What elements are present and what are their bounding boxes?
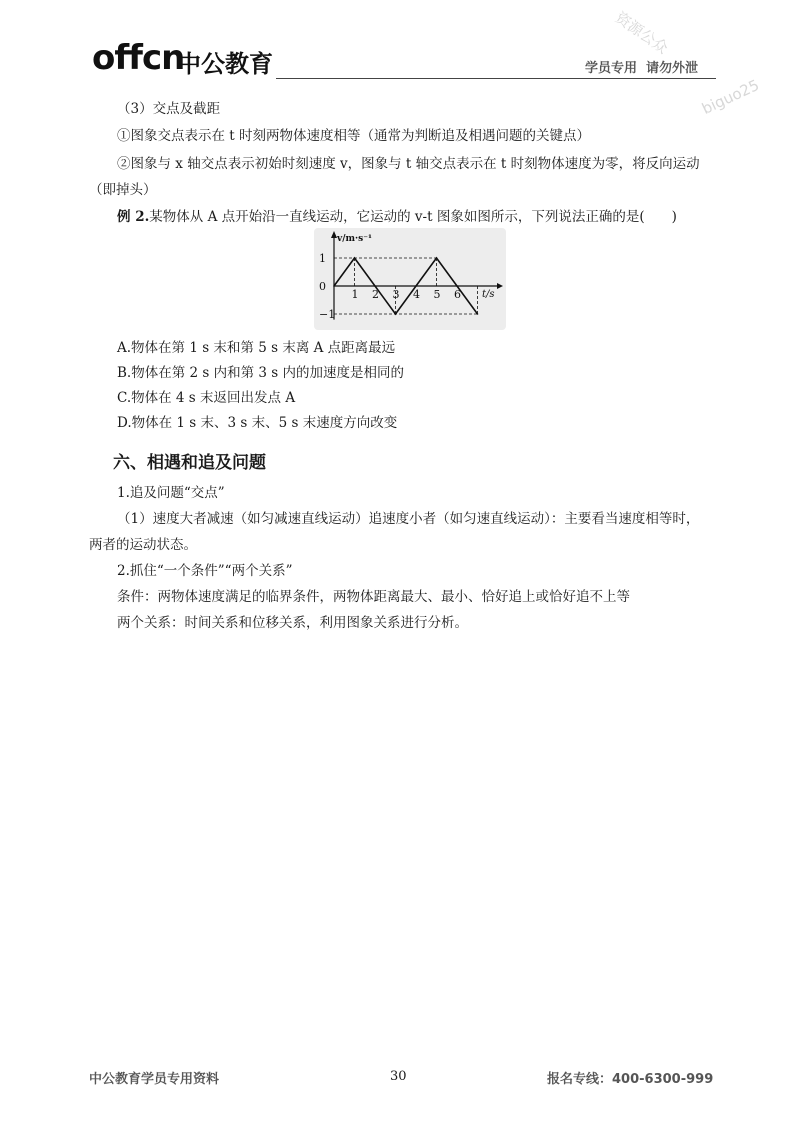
watermark-text: 资源公众 <box>611 8 672 58</box>
paragraph-line: 1.追及问题“交点” <box>117 485 225 501</box>
option-d: D.物体在 1 s 末、3 s 末、5 s 末速度方向改变 <box>117 415 398 431</box>
example-label: 例 2. <box>117 209 150 225</box>
watermark-text: biguo25 <box>699 75 762 119</box>
paragraph-line: 2.抓住“一个条件”“两个关系” <box>117 563 293 579</box>
section-heading: 六、相遇和追及问题 <box>113 453 266 473</box>
x-tick-label: 1 <box>351 288 359 301</box>
option-c: C.物体在 4 s 末返回出发点 A <box>117 390 296 406</box>
logo-chinese-name: 中公教育 <box>177 50 273 78</box>
y-tick-label: −1 <box>319 308 336 321</box>
header-confidential-tag: 学员专用 请勿外泄 <box>585 61 699 76</box>
example-text: 某物体从 A 点开始沿一直线运动，它运动的 v-t 图象如图所示，下列说法正确的是( ) <box>149 209 677 225</box>
data-point <box>415 285 417 287</box>
data-point <box>456 285 458 287</box>
page-number: 30 <box>390 1069 407 1084</box>
y-axis-label: v/m·s⁻¹ <box>337 234 372 244</box>
vt-chart <box>314 228 506 330</box>
example-question <box>117 208 677 226</box>
paragraph-line: ①图象交点表示在 t 时刻两物体速度相等（通常为判断追及相遇问题的关键点） <box>117 128 591 144</box>
option-b: B.物体在第 2 s 内和第 3 s 内的加速度是相同的 <box>117 365 404 381</box>
paragraph-line: 条件：两物体速度满足的临界条件，两物体距离最大、最小、恰好追上或恰好追不上等 <box>117 589 630 605</box>
vt-chart-svg <box>314 228 506 330</box>
y-tick-label: 0 <box>319 280 326 293</box>
paragraph-line: （即掉头） <box>89 182 157 198</box>
data-point <box>436 257 438 259</box>
data-point <box>374 285 376 287</box>
data-point <box>354 257 356 259</box>
data-point <box>333 285 335 287</box>
x-tick-label: 5 <box>433 288 441 301</box>
x-tick-label: 2 <box>372 288 379 301</box>
x-axis-arrow <box>497 283 503 289</box>
footer-hotline: 报名专线：400-6300-999 <box>547 1072 714 1087</box>
paragraph-line: 两个关系：时间关系和位移关系，利用图象关系进行分析。 <box>117 615 468 631</box>
paragraph-line: 两者的运动状态。 <box>89 537 197 553</box>
paragraph-line: ②图象与 x 轴交点表示初始时刻速度 v，图象与 t 轴交点表示在 t 时刻物体速度为零，将反向运动 <box>117 156 700 172</box>
footer-left-text: 中公教育学员专用资料 <box>89 1072 220 1087</box>
x-tick-label: 3 <box>392 288 400 301</box>
data-point <box>395 313 397 315</box>
subsection-title: （3）交点及截距 <box>117 101 221 117</box>
x-axis-label: t/s <box>482 289 495 300</box>
paragraph-line: （1）速度大者减速（如匀减速直线运动）追速度小者（如匀速直线运动）：主要看当速度相等时， <box>117 511 700 527</box>
y-tick-label: 1 <box>319 252 326 265</box>
data-point <box>477 313 479 315</box>
x-tick-label: 4 <box>413 288 420 301</box>
header-rule <box>276 78 716 79</box>
x-tick-label: 6 <box>454 288 461 301</box>
option-a: A.物体在第 1 s 末和第 5 s 末离 A 点距离最远 <box>117 340 396 356</box>
logo-wordmark: offcn <box>92 38 185 78</box>
